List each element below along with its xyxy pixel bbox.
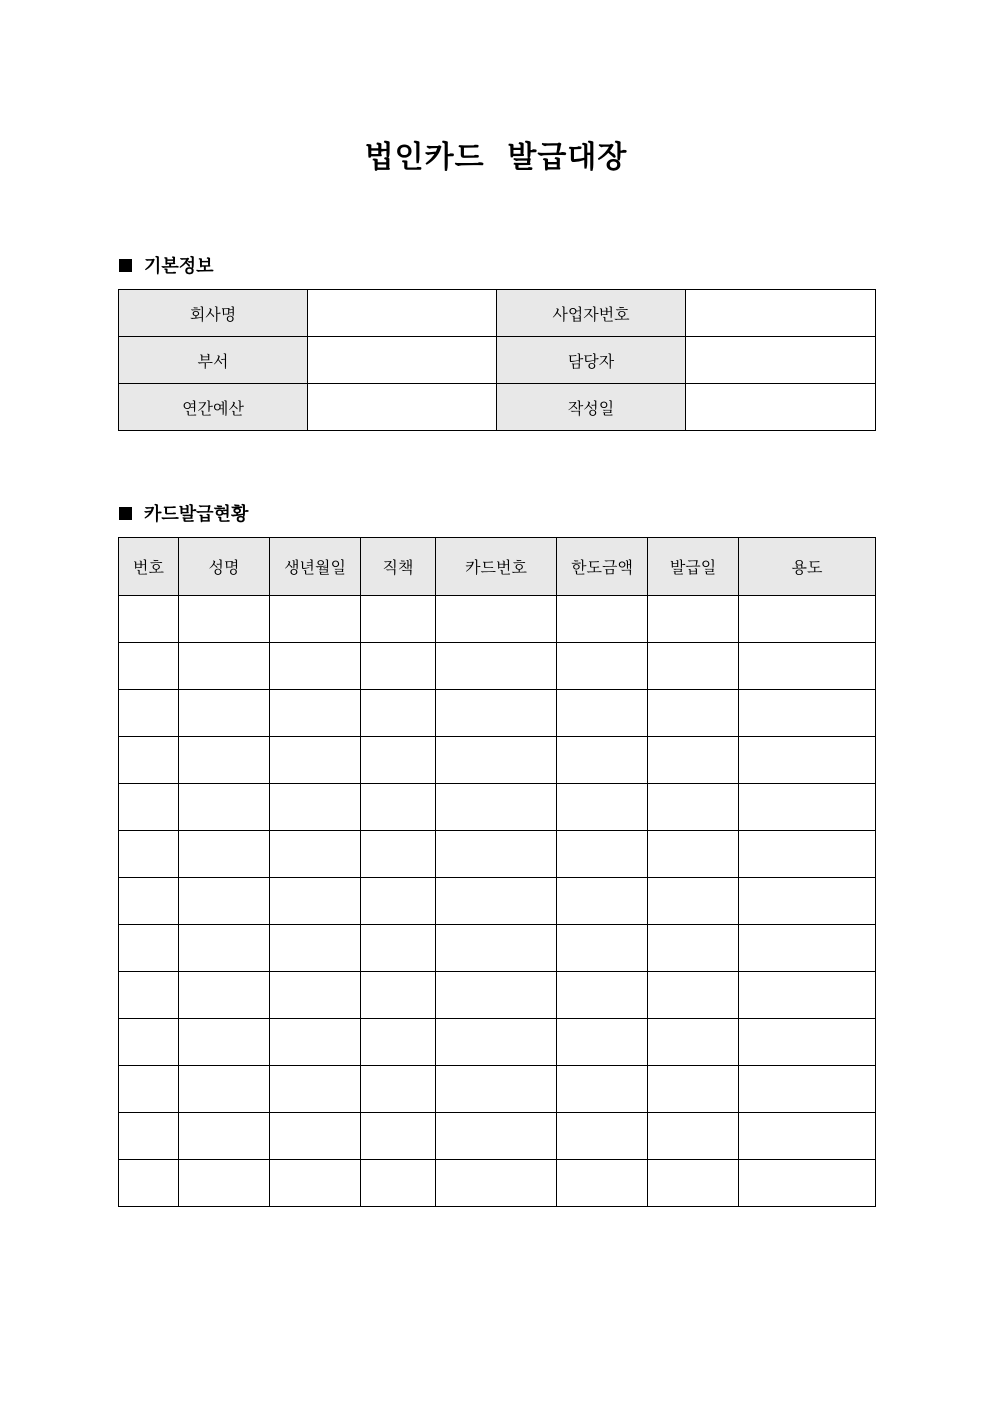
field-label: 부서 [119, 337, 308, 384]
section-heading-text: 기본정보 [144, 256, 214, 277]
table-cell[interactable] [648, 878, 739, 925]
table-cell[interactable] [270, 1019, 361, 1066]
page-title [0, 132, 992, 176]
table-cell[interactable] [436, 596, 557, 643]
table-row [119, 596, 876, 643]
table-cell[interactable] [119, 737, 179, 784]
table-cell[interactable] [739, 831, 876, 878]
table-cell[interactable] [270, 784, 361, 831]
table-cell[interactable] [361, 925, 436, 972]
table-cell[interactable] [648, 1160, 739, 1207]
table-cell[interactable] [739, 925, 876, 972]
table-cell[interactable] [436, 972, 557, 1019]
table-cell[interactable] [739, 690, 876, 737]
table-cell[interactable] [557, 1113, 648, 1160]
field-value-cell[interactable] [308, 290, 497, 337]
field-label: 연간예산 [119, 384, 308, 431]
table-cell[interactable] [179, 1113, 270, 1160]
square-bullet-icon [119, 259, 132, 272]
table-cell[interactable] [436, 737, 557, 784]
table-cell[interactable] [648, 831, 739, 878]
table-cell[interactable] [119, 972, 179, 1019]
table-cell[interactable] [270, 690, 361, 737]
table-cell[interactable] [648, 596, 739, 643]
table-cell[interactable] [648, 1113, 739, 1160]
table-cell[interactable] [739, 737, 876, 784]
table-cell[interactable] [119, 784, 179, 831]
table-row [119, 690, 876, 737]
table-cell[interactable] [739, 1113, 876, 1160]
table-row [119, 1066, 876, 1113]
table-row [119, 925, 876, 972]
field-value-cell[interactable] [686, 337, 876, 384]
column-header: 번호 [119, 538, 179, 596]
table-cell[interactable] [179, 643, 270, 690]
table-cell[interactable] [270, 1113, 361, 1160]
table-row [119, 878, 876, 925]
column-header: 성명 [179, 538, 270, 596]
table-row [119, 737, 876, 784]
table-cell[interactable] [179, 972, 270, 1019]
table-cell[interactable] [648, 643, 739, 690]
field-value-cell[interactable] [686, 290, 876, 337]
table-cell[interactable] [739, 1066, 876, 1113]
table-cell[interactable] [739, 643, 876, 690]
table-cell[interactable] [119, 1019, 179, 1066]
field-label: 회사명 [119, 290, 308, 337]
table-cell[interactable] [436, 784, 557, 831]
table-cell[interactable] [648, 1019, 739, 1066]
table-cell[interactable] [557, 643, 648, 690]
field-value-cell[interactable] [308, 337, 497, 384]
table-cell[interactable] [436, 643, 557, 690]
table-cell[interactable] [436, 690, 557, 737]
table-cell[interactable] [179, 925, 270, 972]
table-cell[interactable] [270, 737, 361, 784]
table-cell[interactable] [361, 878, 436, 925]
table-header-row [119, 538, 876, 596]
table-cell[interactable] [436, 925, 557, 972]
table-cell[interactable] [436, 1160, 557, 1207]
table-cell[interactable] [270, 878, 361, 925]
table-cell[interactable] [361, 737, 436, 784]
table-cell[interactable] [119, 878, 179, 925]
field-value-cell[interactable] [686, 384, 876, 431]
table-cell[interactable] [557, 972, 648, 1019]
table-cell[interactable] [119, 643, 179, 690]
table-cell[interactable] [648, 972, 739, 1019]
table-row [119, 337, 876, 384]
table-cell[interactable] [648, 925, 739, 972]
table-cell[interactable] [436, 1066, 557, 1113]
column-header: 발급일 [648, 538, 739, 596]
table-row [119, 1113, 876, 1160]
table-row [119, 831, 876, 878]
table-cell[interactable] [557, 690, 648, 737]
column-header: 생년월일 [270, 538, 361, 596]
table-cell[interactable] [648, 784, 739, 831]
table-cell[interactable] [557, 1019, 648, 1066]
table-cell[interactable] [270, 972, 361, 1019]
card-issuance-table [118, 537, 876, 1207]
table-cell[interactable] [270, 643, 361, 690]
table-cell[interactable] [739, 784, 876, 831]
table-row [119, 290, 876, 337]
table-cell[interactable] [361, 1113, 436, 1160]
table-cell[interactable] [361, 690, 436, 737]
table-cell[interactable] [270, 1066, 361, 1113]
table-cell[interactable] [739, 1019, 876, 1066]
field-label: 사업자번호 [497, 290, 686, 337]
table-cell[interactable] [119, 1066, 179, 1113]
table-cell[interactable] [557, 1066, 648, 1113]
table-cell[interactable] [557, 784, 648, 831]
table-row [119, 384, 876, 431]
table-cell[interactable] [361, 1160, 436, 1207]
table-cell[interactable] [557, 1160, 648, 1207]
column-header: 직책 [361, 538, 436, 596]
table-cell[interactable] [270, 831, 361, 878]
table-cell[interactable] [361, 643, 436, 690]
table-cell[interactable] [361, 1066, 436, 1113]
table-cell[interactable] [179, 1160, 270, 1207]
table-cell[interactable] [179, 878, 270, 925]
table-cell[interactable] [648, 1066, 739, 1113]
table-cell[interactable] [739, 878, 876, 925]
square-bullet-icon [119, 507, 132, 520]
table-row [119, 643, 876, 690]
table-cell[interactable] [119, 1160, 179, 1207]
table-row [119, 784, 876, 831]
basic-info-table [118, 289, 876, 431]
table-cell[interactable] [557, 925, 648, 972]
table-cell[interactable] [179, 1019, 270, 1066]
table-cell[interactable] [179, 784, 270, 831]
table-cell[interactable] [270, 925, 361, 972]
table-cell[interactable] [361, 831, 436, 878]
table-cell[interactable] [739, 972, 876, 1019]
column-header: 카드번호 [436, 538, 557, 596]
table-row [119, 972, 876, 1019]
field-label: 담당자 [497, 337, 686, 384]
table-cell[interactable] [739, 596, 876, 643]
column-header: 한도금액 [557, 538, 648, 596]
section-heading-basic-info [119, 252, 214, 278]
table-cell[interactable] [557, 737, 648, 784]
table-cell[interactable] [361, 1019, 436, 1066]
table-row [119, 1019, 876, 1066]
table-cell[interactable] [361, 596, 436, 643]
table-cell[interactable] [436, 1113, 557, 1160]
table-cell[interactable] [270, 596, 361, 643]
section-heading-text: 카드발급현황 [144, 504, 249, 525]
table-cell[interactable] [557, 878, 648, 925]
table-cell[interactable] [739, 1160, 876, 1207]
table-cell[interactable] [557, 596, 648, 643]
table-cell[interactable] [270, 1160, 361, 1207]
table-cell[interactable] [179, 1066, 270, 1113]
table-cell[interactable] [648, 737, 739, 784]
table-cell[interactable] [436, 831, 557, 878]
column-header: 용도 [739, 538, 876, 596]
table-row [119, 1160, 876, 1207]
table-cell[interactable] [119, 690, 179, 737]
table-cell[interactable] [179, 596, 270, 643]
table-cell[interactable] [436, 878, 557, 925]
field-value-cell[interactable] [308, 384, 497, 431]
section-heading-card-issuance [119, 500, 248, 526]
table-cell[interactable] [179, 737, 270, 784]
table-cell[interactable] [119, 1113, 179, 1160]
field-label: 작성일 [497, 384, 686, 431]
table-cell[interactable] [436, 1019, 557, 1066]
table-cell[interactable] [119, 831, 179, 878]
table-cell[interactable] [119, 925, 179, 972]
table-cell[interactable] [361, 784, 436, 831]
table-cell[interactable] [648, 690, 739, 737]
table-cell[interactable] [179, 831, 270, 878]
table-cell[interactable] [179, 690, 270, 737]
page-title-text: 법인카드 발급대장 [364, 140, 628, 175]
table-cell[interactable] [119, 596, 179, 643]
table-cell[interactable] [361, 972, 436, 1019]
table-cell[interactable] [557, 831, 648, 878]
